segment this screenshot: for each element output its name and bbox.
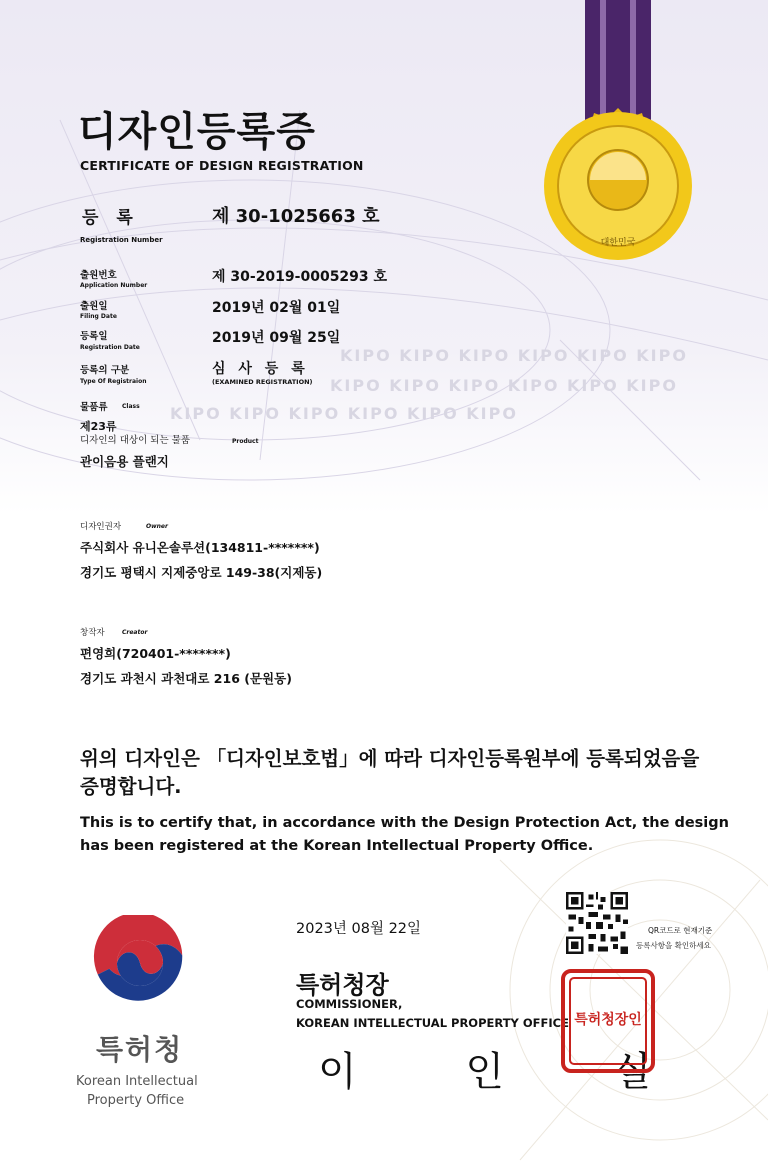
application-number: 제 30-2019-0005293 호 [212, 269, 388, 285]
watermark-text: KIPO KIPO KIPO KIPO KIPO KIPO [340, 346, 688, 365]
product-value: 관이음용 플랜지 [80, 454, 169, 469]
page-title: 디자인등록증 [78, 109, 316, 155]
registration-date-label: 등록일 [80, 331, 108, 342]
registration-type-label: 등록의 구분 [80, 365, 130, 376]
registration-type-label-en: Type Of Registraion [80, 378, 147, 385]
registration-type: 심 사 등 록 [212, 361, 309, 377]
product-label-en: Product [232, 438, 259, 445]
class-label: 물품류 [80, 402, 108, 413]
gold-seal-emblem [520, 0, 720, 310]
kipo-taegeuk-logo [92, 915, 188, 1011]
class-value: 제23류 [80, 420, 117, 433]
commissioner-title-en-line2: KOREAN INTELLECTUAL PROPERTY OFFICE [296, 1016, 569, 1030]
commissioner-title-ko: 특허청장 [296, 971, 389, 999]
page-subtitle: CERTIFICATE OF DESIGN REGISTRATION [80, 158, 364, 173]
seal-text: 대한민국 [600, 238, 636, 248]
owner-label-en: Owner [146, 523, 168, 530]
office-name-ko: 특허청 [96, 1033, 184, 1066]
application-label-en: Application Number [80, 282, 148, 289]
registration-number: 제 30-1025663 호 [212, 206, 380, 227]
registration-label-en: Registration Number [80, 236, 163, 244]
watermark-text: KIPO KIPO KIPO KIPO KIPO KIPO [330, 376, 678, 395]
class-label-en: Class [122, 403, 140, 410]
certification-statement-ko: 위의 디자인은 「디자인보호법」에 따라 디자인등록원부에 등록되었음을 증명합니다. [80, 747, 700, 798]
registration-date-label-en: Registration Date [80, 344, 140, 351]
application-label: 출원번호 [80, 270, 117, 281]
office-name-en-line2: Property Office [87, 1093, 185, 1108]
issue-date: 2023년 08월 22일 [296, 921, 422, 937]
watermark-text: KIPO KIPO KIPO KIPO KIPO KIPO [170, 404, 518, 423]
qr-note-line1: QR코드로 현재기준 [648, 926, 713, 935]
creator-label-en: Creator [122, 629, 148, 636]
certification-statement-en: This is to certify that, in accordance with the Design Protection Act, the design has been registered at the Korean Intellectual Property Office. [80, 815, 729, 854]
owner-label: 디자인권자 [80, 522, 122, 532]
registration-label: 등 록 [82, 208, 139, 228]
registration-type-en: (EXAMINED REGISTRATION) [212, 378, 313, 386]
owner-address: 경기도 평택시 지제중앙로 149-38(지제동) [80, 565, 323, 580]
qr-note-line2: 등록사항을 확인하세요 [636, 941, 711, 950]
filing-label: 출원일 [80, 301, 108, 312]
stamp-text: 특허청장인 [574, 1012, 642, 1028]
qr-code[interactable] [566, 892, 628, 954]
owner-name: 주식회사 유니온솔루션(134811-*******) [80, 540, 320, 555]
creator-address: 경기도 과천시 과천대로 216 (문원동) [80, 671, 292, 686]
official-stamp [560, 968, 656, 1074]
creator-name: 편영희(720401-*******) [80, 646, 231, 661]
product-label: 디자인의 대상이 되는 물품 [80, 435, 191, 446]
filing-date: 2019년 02월 01일 [212, 300, 341, 316]
office-name-en-line1: Korean Intellectual [76, 1074, 198, 1089]
registration-date: 2019년 09월 25일 [212, 330, 341, 346]
commissioner-title-en-line1: COMMISSIONER, [296, 997, 403, 1011]
filing-label-en: Filing Date [80, 313, 117, 320]
creator-label: 창작자 [80, 628, 105, 638]
commissioner-signature: 이 인 실 [318, 1049, 700, 1095]
